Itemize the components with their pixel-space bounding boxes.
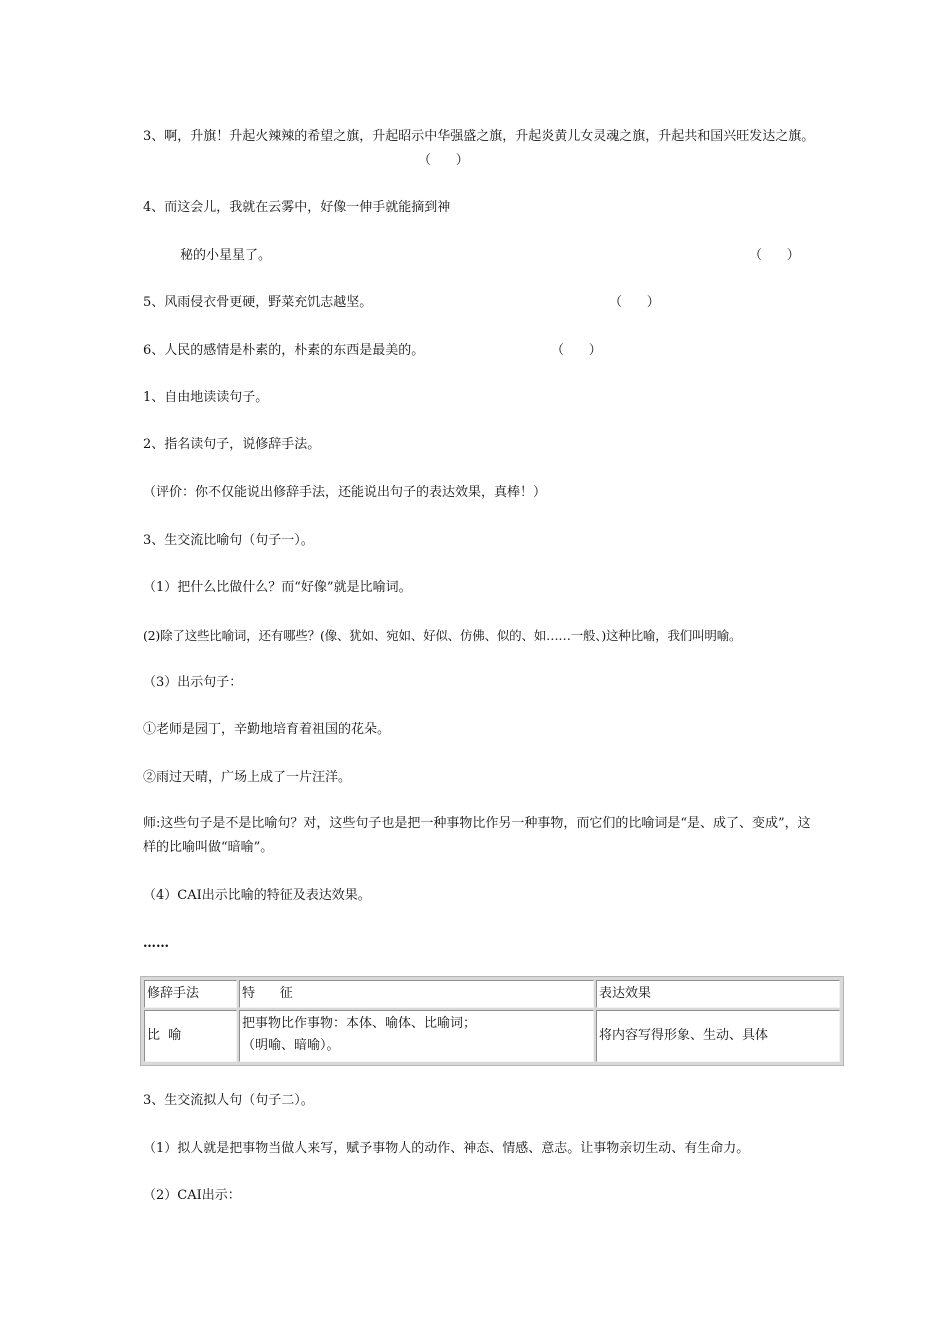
sentence-4-part2: 秘的小星星了。 [180,248,272,263]
table-header-feature: 特 征 [239,980,594,1008]
table-cell-feature-line1: 把事物比作事物：本体、喻体、比喻词； [242,1016,477,1031]
step-3-simile: 3、生交流比喻句（句子一）。 [143,533,314,548]
answer-blank-3[interactable]: （ ） [418,153,469,168]
table-header-device: 修辞手法 [144,980,237,1008]
simile-q1: （1）把什么比做什么？而“好像”就是比喻词。 [143,580,412,595]
table-header-effect: 表达效果 [596,980,840,1008]
sentence-6: 6、人民的感情是朴素的，朴素的东西是最美的。 [143,343,425,358]
ellipsis: …… [143,936,169,951]
table-cell-effect: 将内容写得形象、生动、具体 [596,1010,840,1062]
table-cell-feature [239,1010,594,1062]
example-sentence-1: ①老师是园丁，辛勤地培育着祖国的花朵。 [143,722,391,737]
personification-q2: （2）CAI出示： [143,1188,241,1203]
answer-blank-4[interactable]: （ ） [749,248,800,263]
table-cell-feature-line2: （明喻、暗喻）。 [242,1038,340,1053]
simile-q3: （3）出示句子： [143,675,243,690]
answer-blank-5[interactable]: （ ） [609,295,660,310]
step-1: 1、自由地读读句子。 [143,390,269,405]
teacher-explanation: 师:这些句子是不是比喻句？对，这些句子也是把一种事物比作另一种事物，而它们的比喻词是“是、成了、变成”，这样的比喻叫做“暗喻”。 [143,816,811,855]
simile-q4: （4）CAI出示比喻的特征及表达效果。 [143,888,371,903]
sentence-3: 3、啊，升旗！升起火辣辣的希望之旗，升起昭示中华强盛之旗，升起炎黄儿女灵魂之旗，升起共和国兴旺发达之旗。 [143,129,815,144]
sentence-5: 5、风雨侵衣骨更硬，野菜充饥志越坚。 [143,295,373,310]
step-3-personification: 3、生交流拟人句（句子二）。 [143,1093,314,1108]
table-cell-device: 比 喻 [144,1010,237,1062]
answer-blank-6[interactable]: （ ） [551,343,602,358]
sentence-4-part1: 4、而这会儿，我就在云雾中，好像一伸手就能摘到神 [143,200,451,215]
personification-q1: （1）拟人就是把事物当做人来写，赋予事物人的动作、神态、情感、意志。让事物亲切生动、有生命力。 [143,1141,750,1156]
evaluation-note: （评价：你不仅能说出修辞手法，还能说出句子的表达效果，真棒！） [143,485,547,500]
step-2: 2、指名读句子，说修辞手法。 [143,437,321,452]
example-sentence-2: ②雨过天晴，广场上成了一片汪洋。 [143,770,352,785]
rhetoric-table [140,976,844,1066]
simile-q2: (2)除了这些比喻词，还有哪些？(像、犹如、宛如、好似、仿佛、似的、如……一般、)这种比喻，我们叫明喻。 [143,628,742,643]
